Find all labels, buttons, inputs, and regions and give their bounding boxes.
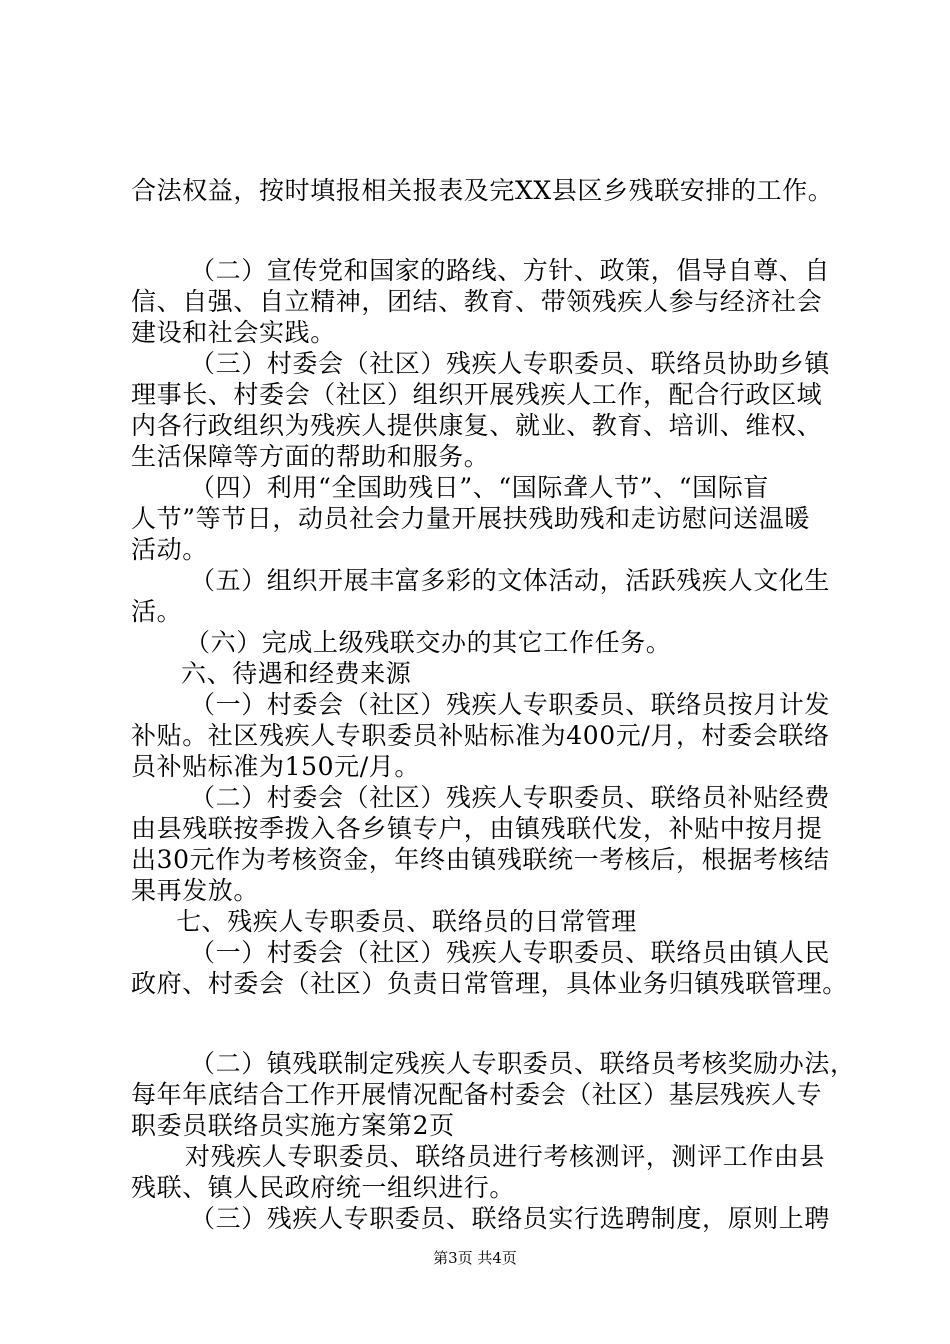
text-line: （一）村委会（社区）残疾人专职委员、联络员由镇人民 (190, 938, 831, 967)
text-line: 补贴。社区残疾人专职委员补贴标准为400元/月，村委会联络 (131, 721, 830, 750)
text-line: （三）残疾人专职委员、联络员实行选聘制度，原则上聘 (190, 1204, 831, 1233)
text-line: 活。 (131, 597, 183, 626)
text-line: 人节”等节日，动员社会力量开展扶残助残和走访慰问送温暖 (131, 504, 810, 533)
text-line: 每年年底结合工作开展情况配备村委会（社区）基层残疾人专 (131, 1080, 823, 1109)
text-line: 残联、镇人民政府统一组织进行。 (131, 1173, 516, 1202)
text-line: （二）宣传党和国家的路线、方针、政策，倡导自尊、自 (190, 256, 831, 285)
text-line: （四）利用“全国助残日”、“国际聋人节”、“国际盲 (190, 473, 769, 502)
section-heading: 六、待遇和经费来源 (181, 659, 412, 688)
text-line: 政府、村委会（社区）负责日常管理，具体业务归镇残联管理。 (131, 969, 848, 998)
text-line: 理事长、村委会（社区）组织开展残疾人工作，配合行政区域 (131, 380, 823, 409)
text-line: 果再发放。 (131, 876, 260, 905)
text-line: （二）村委会（社区）残疾人专职委员、联络员补贴经费 (190, 783, 831, 812)
text-line: 职委员联络员实施方案第2页 (131, 1111, 455, 1140)
text-line: （二）镇残联制定残疾人专职委员、联络员考核奖励办法， (190, 1049, 856, 1078)
text-line: 信、自强、自立精神，团结、教育、带领残疾人参与经济社会 (131, 287, 823, 316)
text-line: 由县残联按季拨入各乡镇专户，由镇残联代发，补贴中按月提 (131, 814, 823, 843)
text-line: （六）完成上级残联交办的其它工作任务。 (185, 628, 672, 657)
text-line: 合法权益，按时填报相关报表及完XX县区乡残联安排的工作。 (131, 176, 834, 205)
text-line: 建设和社会实践。 (131, 318, 336, 347)
text-line: （一）村委会（社区）残疾人专职委员、联络员按月计发 (190, 690, 831, 719)
section-heading: 七、残疾人专职委员、联络员的日常管理 (176, 907, 637, 936)
text-line: 活动。 (131, 535, 208, 564)
page-footer: 第3页 共4页 (433, 1249, 517, 1267)
text-line: （三）村委会（社区）残疾人专职委员、联络员协助乡镇 (190, 349, 831, 378)
text-line: 员补贴标准为150元/月。 (131, 752, 420, 781)
text-line: 内各行政组织为残疾人提供康复、就业、教育、培训、维权、 (131, 411, 823, 440)
text-line: 对残疾人专职委员、联络员进行考核测评，测评工作由县 (185, 1142, 826, 1171)
text-line: （五）组织开展丰富多彩的文体活动，活跃残疾人文化生 (190, 566, 831, 595)
text-line: 生活保障等方面的帮助和服务。 (131, 442, 490, 471)
text-line: 出30元作为考核资金，年终由镇残联统一考核后，根据考核结 (131, 845, 830, 874)
